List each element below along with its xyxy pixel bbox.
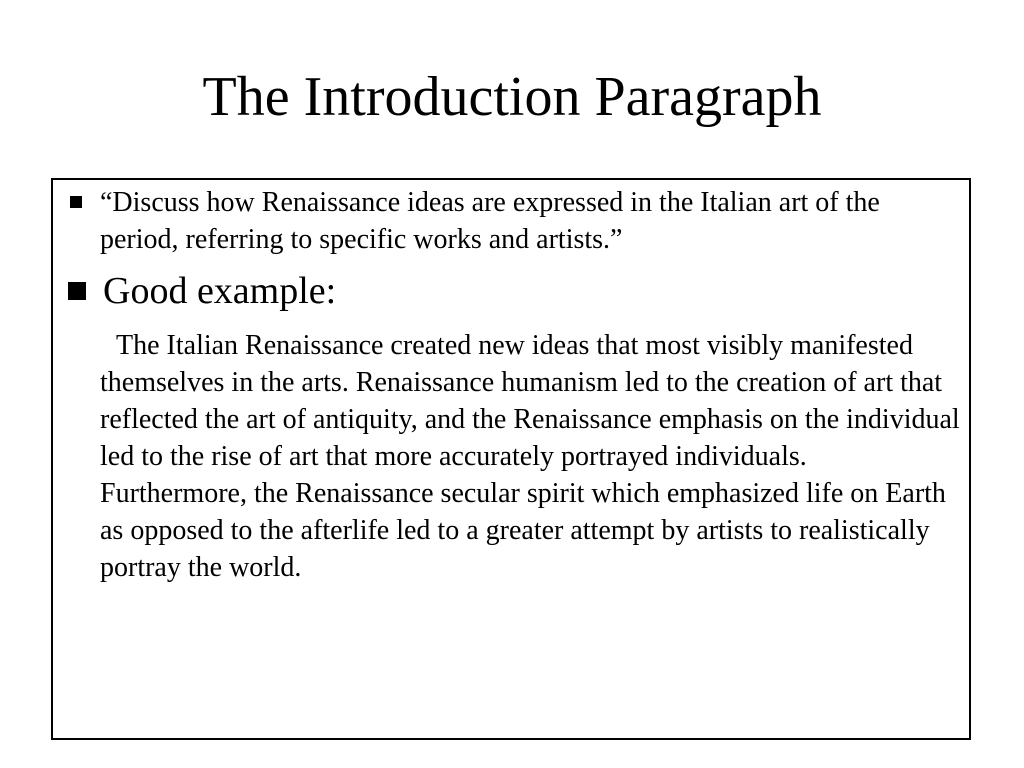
square-bullet-icon	[68, 282, 86, 300]
slide-title: The Introduction Paragraph	[202, 66, 822, 128]
square-bullet-icon	[70, 196, 82, 208]
bullet-good-example-heading: Good example:	[103, 270, 337, 312]
example-paragraph: The Italian Renaissance created new ideas that most visibly manifested themselves in the arts. Renaissance humanism led to the creation of art that reflected the art of antiquity, and the Renaissance emphasis on the individual led to the rise of art that more accurately portrayed individuals. Furthermore, the Renaissance secular spirit which emphasized life on Earth as opposed to the afterlife led to a greater attempt by artists to realistically portray the world.	[100, 330, 960, 583]
content-box	[51, 178, 971, 740]
bullet-prompt-text: “Discuss how Renaissance ideas are expressed in the Italian art of the period, referring to specific works and artists.”	[100, 187, 880, 255]
